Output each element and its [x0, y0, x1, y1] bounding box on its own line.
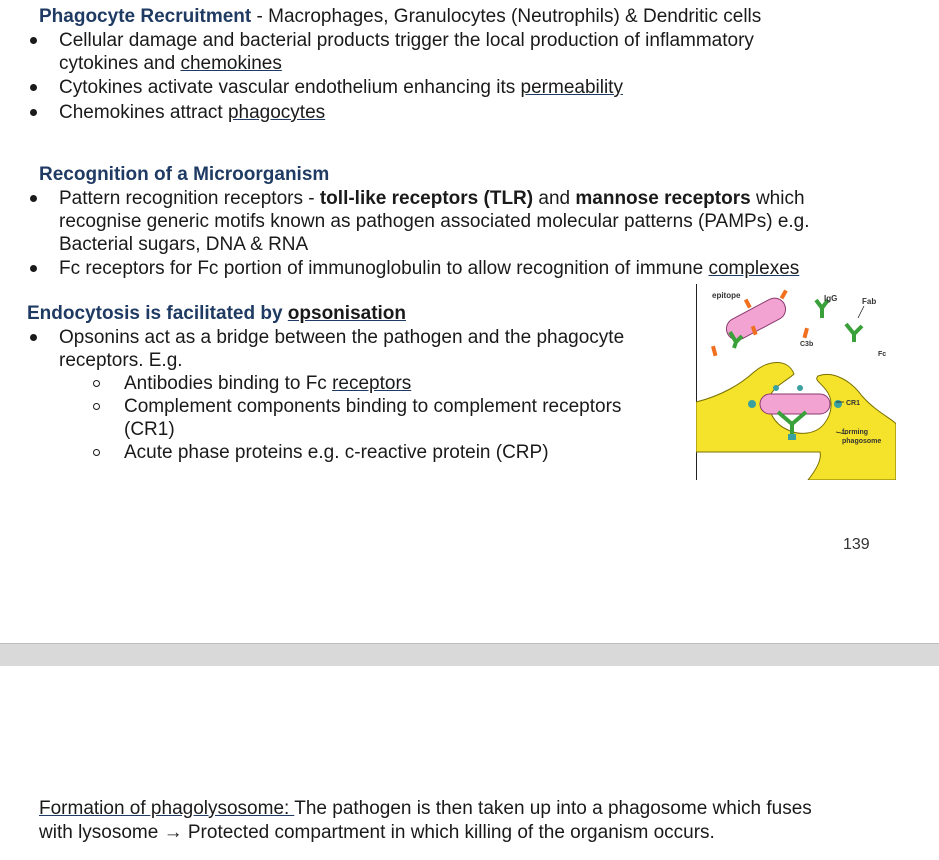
sub-bullet-text: Acute phase proteins e.g. c-reactive protein (CRP) [124, 442, 549, 463]
bullet-text [59, 76, 623, 99]
text-span: cytokines and [59, 53, 181, 74]
sub-bullet [93, 380, 100, 387]
section-phagocyte-recruitment-heading [39, 5, 761, 28]
complexes-link[interactable]: complexes [708, 258, 800, 279]
sub-bullet-text: Complement components binding to complement receptors [124, 396, 622, 417]
heading-text: Phagocyte Recruitment [39, 6, 252, 27]
bacterium-shape [760, 394, 830, 414]
text-span: which [750, 188, 805, 209]
label-forming: forming [842, 429, 869, 436]
sub-bullet-text: (CR1) [124, 419, 175, 440]
sub-bullet-text [124, 372, 411, 395]
mannose-bold: mannose receptors [575, 188, 751, 209]
text-span: Pattern recognition receptors - [59, 188, 320, 209]
page-number: 139 [843, 536, 870, 553]
heading-text: Endocytosis is facilitated by [27, 303, 288, 324]
chemokines-link[interactable]: chemokines [180, 53, 282, 74]
label-phagosome: phagosome [842, 438, 882, 445]
bullet [30, 265, 37, 272]
receptor-dot [797, 385, 803, 391]
section-endocytosis-heading [27, 302, 406, 325]
label-cr1: CR1 [846, 400, 861, 407]
text-span: and [533, 188, 576, 209]
text-span: Antibodies binding to Fc [124, 373, 333, 394]
bullet-text: Cellular damage and bacterial products trigger the local production of inflammatory [59, 30, 754, 51]
text-span: Chemokines attract [59, 102, 228, 123]
bullet-text [59, 257, 799, 280]
sub-bullet [93, 403, 100, 410]
phagolysosome-link[interactable]: Formation of phagolysosome: [39, 798, 295, 819]
section-recognition-heading: Recognition of a Microorganism [39, 164, 330, 185]
receptors-link[interactable]: receptors [332, 373, 412, 394]
receptor-dot [748, 400, 756, 408]
label-fc: Fc [878, 351, 887, 358]
bullet-text: receptors. E.g. [59, 350, 183, 371]
bullet [30, 109, 37, 116]
opsonisation-diagram-svg [696, 284, 896, 480]
bullet-text [59, 101, 325, 124]
opsonisation-diagram [696, 284, 896, 480]
paragraph-line [39, 797, 812, 821]
bullet [30, 84, 37, 91]
bullet-text [59, 187, 805, 210]
heading-rest-text: - Macrophages, Granulocytes (Neutrophils) & Dendritic cells [251, 6, 762, 27]
label-epitope: epitope [712, 291, 741, 300]
label-fab: Fab [862, 297, 877, 306]
bullet [30, 37, 37, 44]
text-span: Cytokines activate vascular endothelium enhancing its [59, 77, 521, 98]
bullet [30, 195, 37, 202]
bullet-text: Bacterial sugars, DNA & RNA [59, 234, 309, 255]
receptor-dot [788, 434, 796, 440]
receptor-dot [834, 400, 842, 408]
page-separator [0, 643, 939, 667]
text-span: Fc receptors for Fc portion of immunoglobulin to allow recognition of immune [59, 258, 709, 279]
receptor-dot [773, 385, 779, 391]
sub-bullet [93, 449, 100, 456]
bullet-text: Opsonins act as a bridge between the pathogen and the phagocyte [59, 327, 625, 348]
phagocytes-link[interactable]: phagocytes [227, 102, 326, 123]
opsonisation-link[interactable]: opsonisation [287, 303, 407, 324]
permeability-link[interactable]: permeability [520, 77, 623, 98]
paragraph-line: with lysosome → Protected compartment in which killing of the organism occurs. [39, 822, 715, 843]
label-igg: IgG [824, 294, 838, 303]
bullet [30, 334, 37, 341]
text-span: The pathogen is then taken up into a phagosome which fuses [294, 798, 812, 819]
label-c3b: C3b [800, 341, 814, 348]
bullet-text: recognise generic motifs known as pathogen associated molecular patterns (PAMPs) e.g. [59, 211, 810, 232]
bullet-text [59, 52, 282, 75]
tlr-bold: toll-like receptors (TLR) [319, 188, 534, 209]
phagolysosome-paragraph [39, 797, 812, 845]
